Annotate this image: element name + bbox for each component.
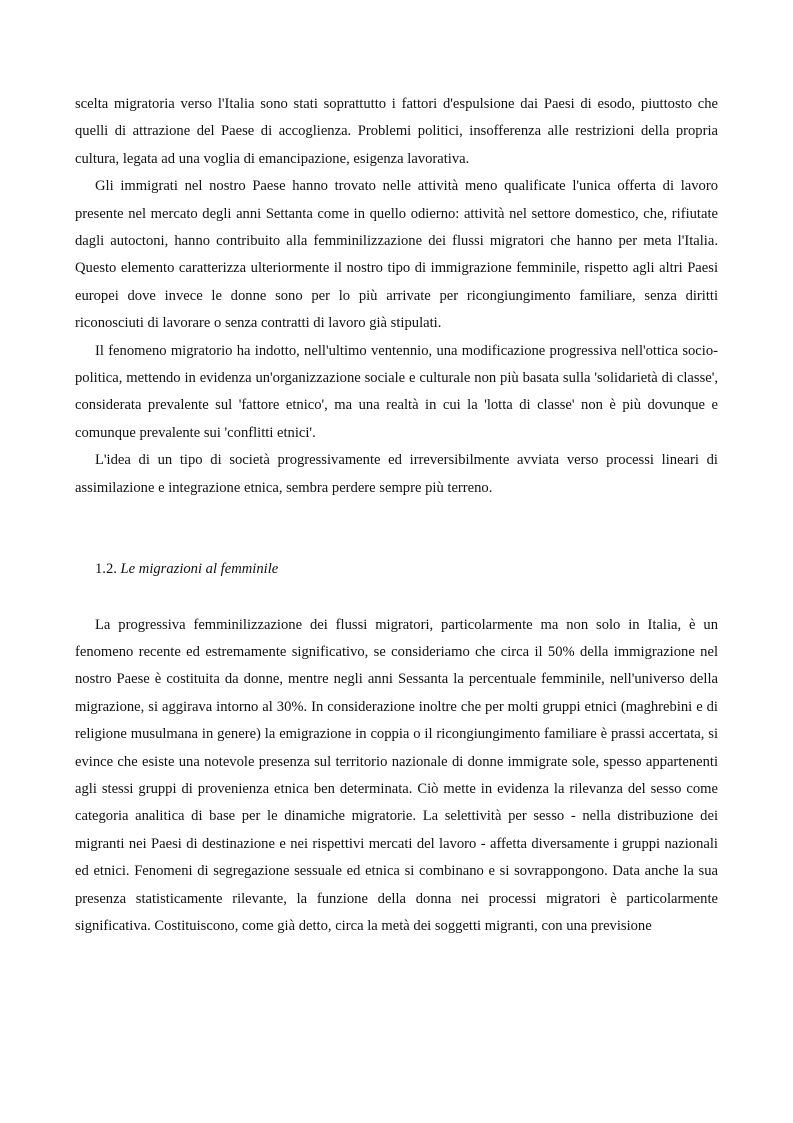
paragraph-fenomeno-migratorio: Il fenomeno migratorio ha indotto, nell'ultimo ventennio, una modificazione progressiva nell'ottica socio-politica, mettendo in evidenza un'organizzazione sociale e culturale non più basata sulla 'solidarietà di classe', considerata prevalente sul 'fattore etnico', ma una realtà in cui la 'lotta di classe' non è più dovunque e comunque prevalente sui 'conflitti etnici'. <box>75 342 718 441</box>
section-heading <box>75 556 718 583</box>
paragraph-immigrati-lavoro: Gli immigrati nel nostro Paese hanno trovato nelle attività meno qualificate l'unica offerta di lavoro presente nel mercato degli anni Settanta come in quello odierno: attività nel settore domestico, che, rifiutate dagli autoctoni, hanno contribuito alla femminilizzazione dei flussi migratori che hanno per meta l'Italia. Questo elemento caratterizza ulteriormente il nostro tipo di immigrazione femminile, rispetto agli altri Paesi europei dove invece le donne sono per lo più arrivate per ricongiungimento familiare, senza diritti riconosciuti di lavorare o senza contratti di lavoro già stipulati. <box>75 178 718 332</box>
section-title: Le migrazioni al femminile <box>120 561 279 578</box>
document-page <box>75 91 718 940</box>
paragraph-continuation: scelta migratoria verso l'Italia sono stati soprattutto i fattori d'espulsione dai Paesi di esodo, piuttosto che quelli di attrazione del Paese di accoglienza. Problemi politici, insofferenza alle restrizioni della propria cultura, legata ad una voglia di emancipazione, esigenza lavorativa. <box>75 96 718 167</box>
paragraph-femminilizzazione: La progressiva femminilizzazione dei flussi migratori, particolarmente ma non solo in Italia, è un fenomeno recente ed estremamente significativo, se consideriamo che circa il 50% della immigrazione nel nostro Paese è costituita da donne, mentre negli anni Sessanta la percentuale femminile, nell'universo della migrazione, si aggirava intorno al 30%. In considerazione inoltre che per molti gruppi etnici (maghrebini e di religione musulmana in genere) la emigrazione in coppia o il ricongiungimento familiare è prassi accertata, si evince che esiste una notevole presenza sul territorio nazionale di donne immigrate sole, spesso appartenenti agli stessi gruppi di provenienza etnica ben determinata. Ciò mette in evidenza la rilevanza del sesso come categoria analitica di base per le dinamiche migratorie. La selettività per sesso - nella distribuzione dei migranti nei Paesi di destinazione e nei rispettivi mercati del lavoro - affetta diversamente i gruppi nazionali ed etnici. Fenomeni di segregazione sessuale ed etnica si combinano e si sovrappongono. Data anche la sua presenza statisticamente rilevante, la funzione della donna nei processi migratori è particolarmente significativa. Costituiscono, come già detto, circa la metà dei soggetti migranti, con una previsione <box>75 616 718 934</box>
paragraph-idea-societa: L'idea di un tipo di società progressivamente ed irreversibilmente avviata verso processi lineari di assimilazione e integrazione etnica, sembra perdere sempre più terreno. <box>75 452 718 496</box>
section-number: 1.2. <box>95 561 117 578</box>
